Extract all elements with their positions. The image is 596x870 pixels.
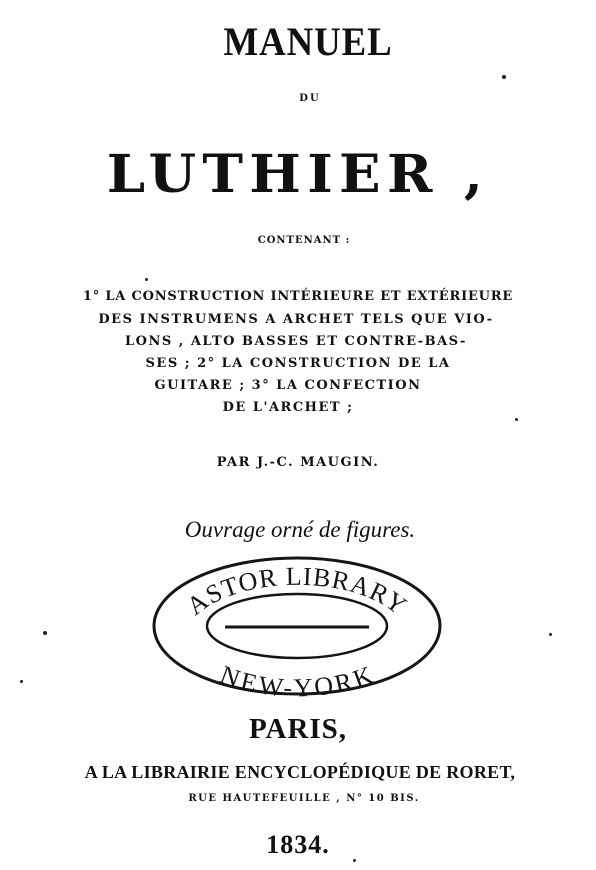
title-luthier: LUTHIER , <box>106 144 490 205</box>
svg-text:NEW-YORK <box>216 660 378 700</box>
print-speck <box>20 680 23 683</box>
print-speck <box>145 278 148 281</box>
print-speck <box>43 631 47 635</box>
contents-intro: CONTENANT : <box>257 235 351 246</box>
library-stamp <box>147 550 447 700</box>
title-du: DU <box>299 93 321 104</box>
print-speck <box>353 859 356 862</box>
stamp-top-text: ASTOR LIBRARY <box>181 561 413 621</box>
print-speck <box>502 75 506 79</box>
title-manuel: MANUEL <box>223 19 393 64</box>
author-line: PAR J.-C. MAUGIN. <box>216 455 380 470</box>
contents-line: GUITARE ; 3° LA CONFECTION <box>154 378 422 393</box>
print-speck <box>549 633 552 636</box>
print-speck <box>515 418 518 421</box>
contents-line: DE L'ARCHET ; <box>222 400 354 415</box>
contents-line: DES INSTRUMENS A ARCHET TELS QUE VIO- <box>98 312 494 327</box>
publication-year: 1834. <box>266 830 330 859</box>
publisher: A LA LIBRAIRIE ENCYCLOPÉDIQUE DE RORET, <box>84 762 516 782</box>
stamp-bottom-text: NEW-YORK <box>216 660 378 700</box>
contents-line: 1° LA CONSTRUCTION INTÉRIEURE ET EXTÉRIEURE <box>82 289 514 304</box>
publisher-address: RUE HAUTEFEUILLE , N° 10 BIS. <box>188 793 420 804</box>
contents-line: LONS , ALTO BASSES ET CONTRE-BAS- <box>125 334 467 349</box>
city: PARIS, <box>248 713 348 745</box>
subtitle: Ouvrage orné de figures. <box>184 517 416 542</box>
contents-line: SES ; 2° LA CONSTRUCTION DE LA <box>145 356 451 371</box>
